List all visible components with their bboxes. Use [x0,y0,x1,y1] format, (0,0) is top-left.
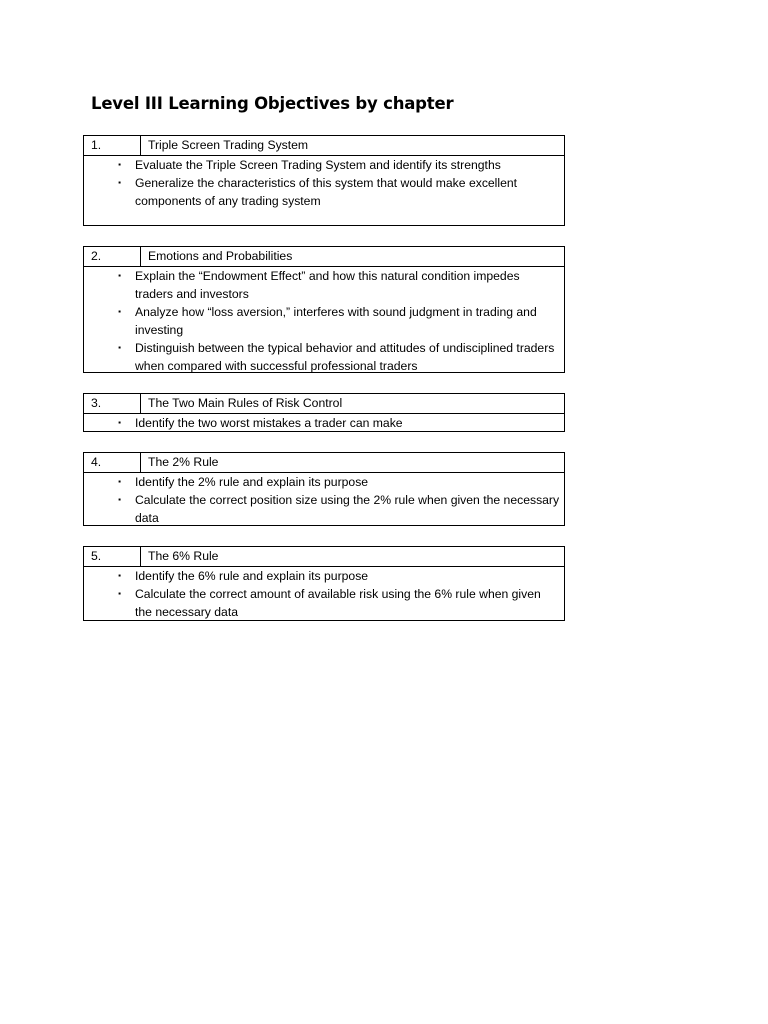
chapter-title: The 2% Rule [148,455,219,469]
chapter-title: The Two Main Rules of Risk Control [148,396,343,410]
chapter-table [83,452,565,526]
objective-item [84,267,564,303]
chapter-header [84,247,564,267]
chapter-number: 3. [84,394,141,413]
objective-item [84,491,564,527]
objective-item [84,414,564,432]
objective-text: Identify the 2% rule and explain its purpose [135,475,369,489]
chapter-header [84,394,564,414]
objectives-list [84,267,564,375]
objective-text: Evaluate the Triple Screen Trading System and identify its strengths [135,158,501,172]
bullet-icon: ▪ [118,418,121,427]
objective-item [84,567,564,585]
objectives-list [84,414,564,432]
objective-item [84,585,564,621]
chapter-header [84,453,564,473]
objectives-list [84,567,564,621]
objective-text: Generalize the characteristics of this system that would make excellent components of any trading system [135,176,518,208]
objective-text: Identify the 6% rule and explain its purpose [135,569,369,583]
chapter-table [83,393,565,432]
bullet-icon: ▪ [118,271,121,280]
objective-item [84,156,564,174]
bullet-icon: ▪ [118,178,121,187]
chapter-header [84,547,564,567]
objective-text: Identify the two worst mistakes a trader can make [135,416,403,430]
chapter-table [83,546,565,621]
chapter-number: 5. [84,547,141,566]
objective-item [84,174,564,210]
objective-item [84,303,564,339]
chapter-number: 1. [84,136,141,155]
bullet-icon: ▪ [118,343,121,352]
bullet-icon: ▪ [118,307,121,316]
objective-text: Distinguish between the typical behavior and attitudes of undisciplined traders when compared with successful professional traders [135,341,555,373]
bullet-icon: ▪ [118,477,121,486]
objective-text: Explain the “Endowment Effect” and how this natural condition impedes traders and investors [135,269,520,301]
bullet-icon: ▪ [118,495,121,504]
bullet-icon: ▪ [118,160,121,169]
chapter-header [84,136,564,156]
chapter-title: Triple Screen Trading System [148,138,309,152]
chapter-title: Emotions and Probabilities [148,249,293,263]
chapter-table [83,246,565,373]
chapter-title: The 6% Rule [148,549,219,563]
objective-item [84,339,564,375]
chapter-number: 2. [84,247,141,266]
chapter-number: 4. [84,453,141,472]
bullet-icon: ▪ [118,571,121,580]
objective-item [84,473,564,491]
objective-text: Analyze how “loss aversion,” interferes with sound judgment in trading and investing [135,305,537,337]
objectives-list [84,473,564,527]
chapter-table [83,135,565,226]
page-title: Level III Learning Objectives by chapter [91,94,454,113]
bullet-icon: ▪ [118,589,121,598]
objectives-list [84,156,564,210]
objective-text: Calculate the correct amount of available risk using the 6% rule when given the necessary data [135,587,541,619]
objective-text: Calculate the correct position size using the 2% rule when given the necessary data [135,493,560,525]
